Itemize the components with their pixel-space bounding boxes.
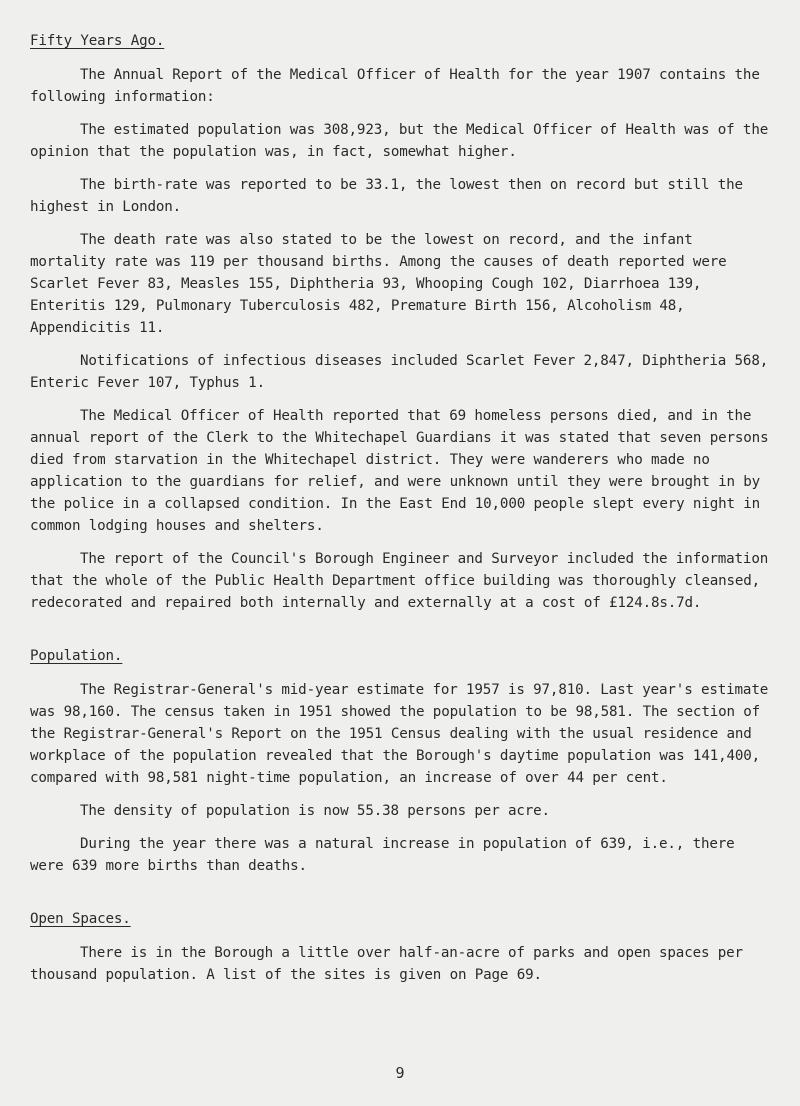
section-heading: Fifty Years Ago. [30,33,165,49]
section-population [30,645,770,877]
section-open-spaces [30,908,770,986]
paragraph: The density of population is now 55.38 persons per acre. [80,803,550,819]
paragraph: During the year there was a natural increase in population of 639, i.e., there were 639 more births than deaths. [30,836,735,874]
paragraph: The birth-rate was reported to be 33.1, the lowest then on record but still the highest in London. [30,177,743,215]
paragraph: The death rate was also stated to be the lowest on record, and the infant mortality rate was 119 per thousand births. Among the causes of death reported were Scarlet Fever 83, Measles 155, Diphtheria 93, Whooping Cough 102, Diarrhoea 139, Enteritis 129, Pulmonary Tuberculosis 482, Premature Birth 156, Alcoholism 48, Appendicitis 11. [30,232,727,336]
section-fifty-years-ago [30,30,770,614]
document-page [30,30,770,997]
paragraph: Notifications of infectious diseases included Scarlet Fever 2,847, Diphtheria 568, Enteric Fever 107, Typhus 1. [30,353,769,391]
paragraph: The Medical Officer of Health reported that 69 homeless persons died, and in the annual report of the Clerk to the Whitechapel Guardians it was stated that seven persons died from starvation in the Whitechapel district. They were wanderers who made no application to the guardians for relief, and were unknown until they were brought in by the police in a collapsed condition. In the East End 10,000 people slept every night in common lodging houses and shelters. [30,408,769,534]
section-heading: Population. [30,648,123,664]
page-number: 9 [395,1064,405,1082]
paragraph: The Annual Report of the Medical Officer of Health for the year 1907 contains the following information: [30,67,760,105]
paragraph: There is in the Borough a little over half-an-acre of parks and open spaces per thousand population. A list of the sites is given on Page 69. [30,945,743,983]
paragraph: The report of the Council's Borough Engineer and Surveyor included the information that the whole of the Public Health Department office building was thoroughly cleansed, redecorated and repaired both internally and externally at a cost of £124.8s.7d. [30,551,769,611]
paragraph: The estimated population was 308,923, but the Medical Officer of Health was of the opinion that the population was, in fact, somewhat higher. [30,122,769,160]
section-spacer [30,888,770,908]
section-heading: Open Spaces. [30,911,131,927]
paragraph: The Registrar-General's mid-year estimate for 1957 is 97,810. Last year's estimate was 98,160. The census taken in 1951 showed the population to be 98,581. The section of the Registrar-General's Report on the 1951 Census dealing with the usual residence and workplace of the population revealed that the Borough's daytime population was 141,400, compared with 98,581 night-time population, an increase of over 44 per cent. [30,682,769,786]
section-spacer [30,625,770,645]
